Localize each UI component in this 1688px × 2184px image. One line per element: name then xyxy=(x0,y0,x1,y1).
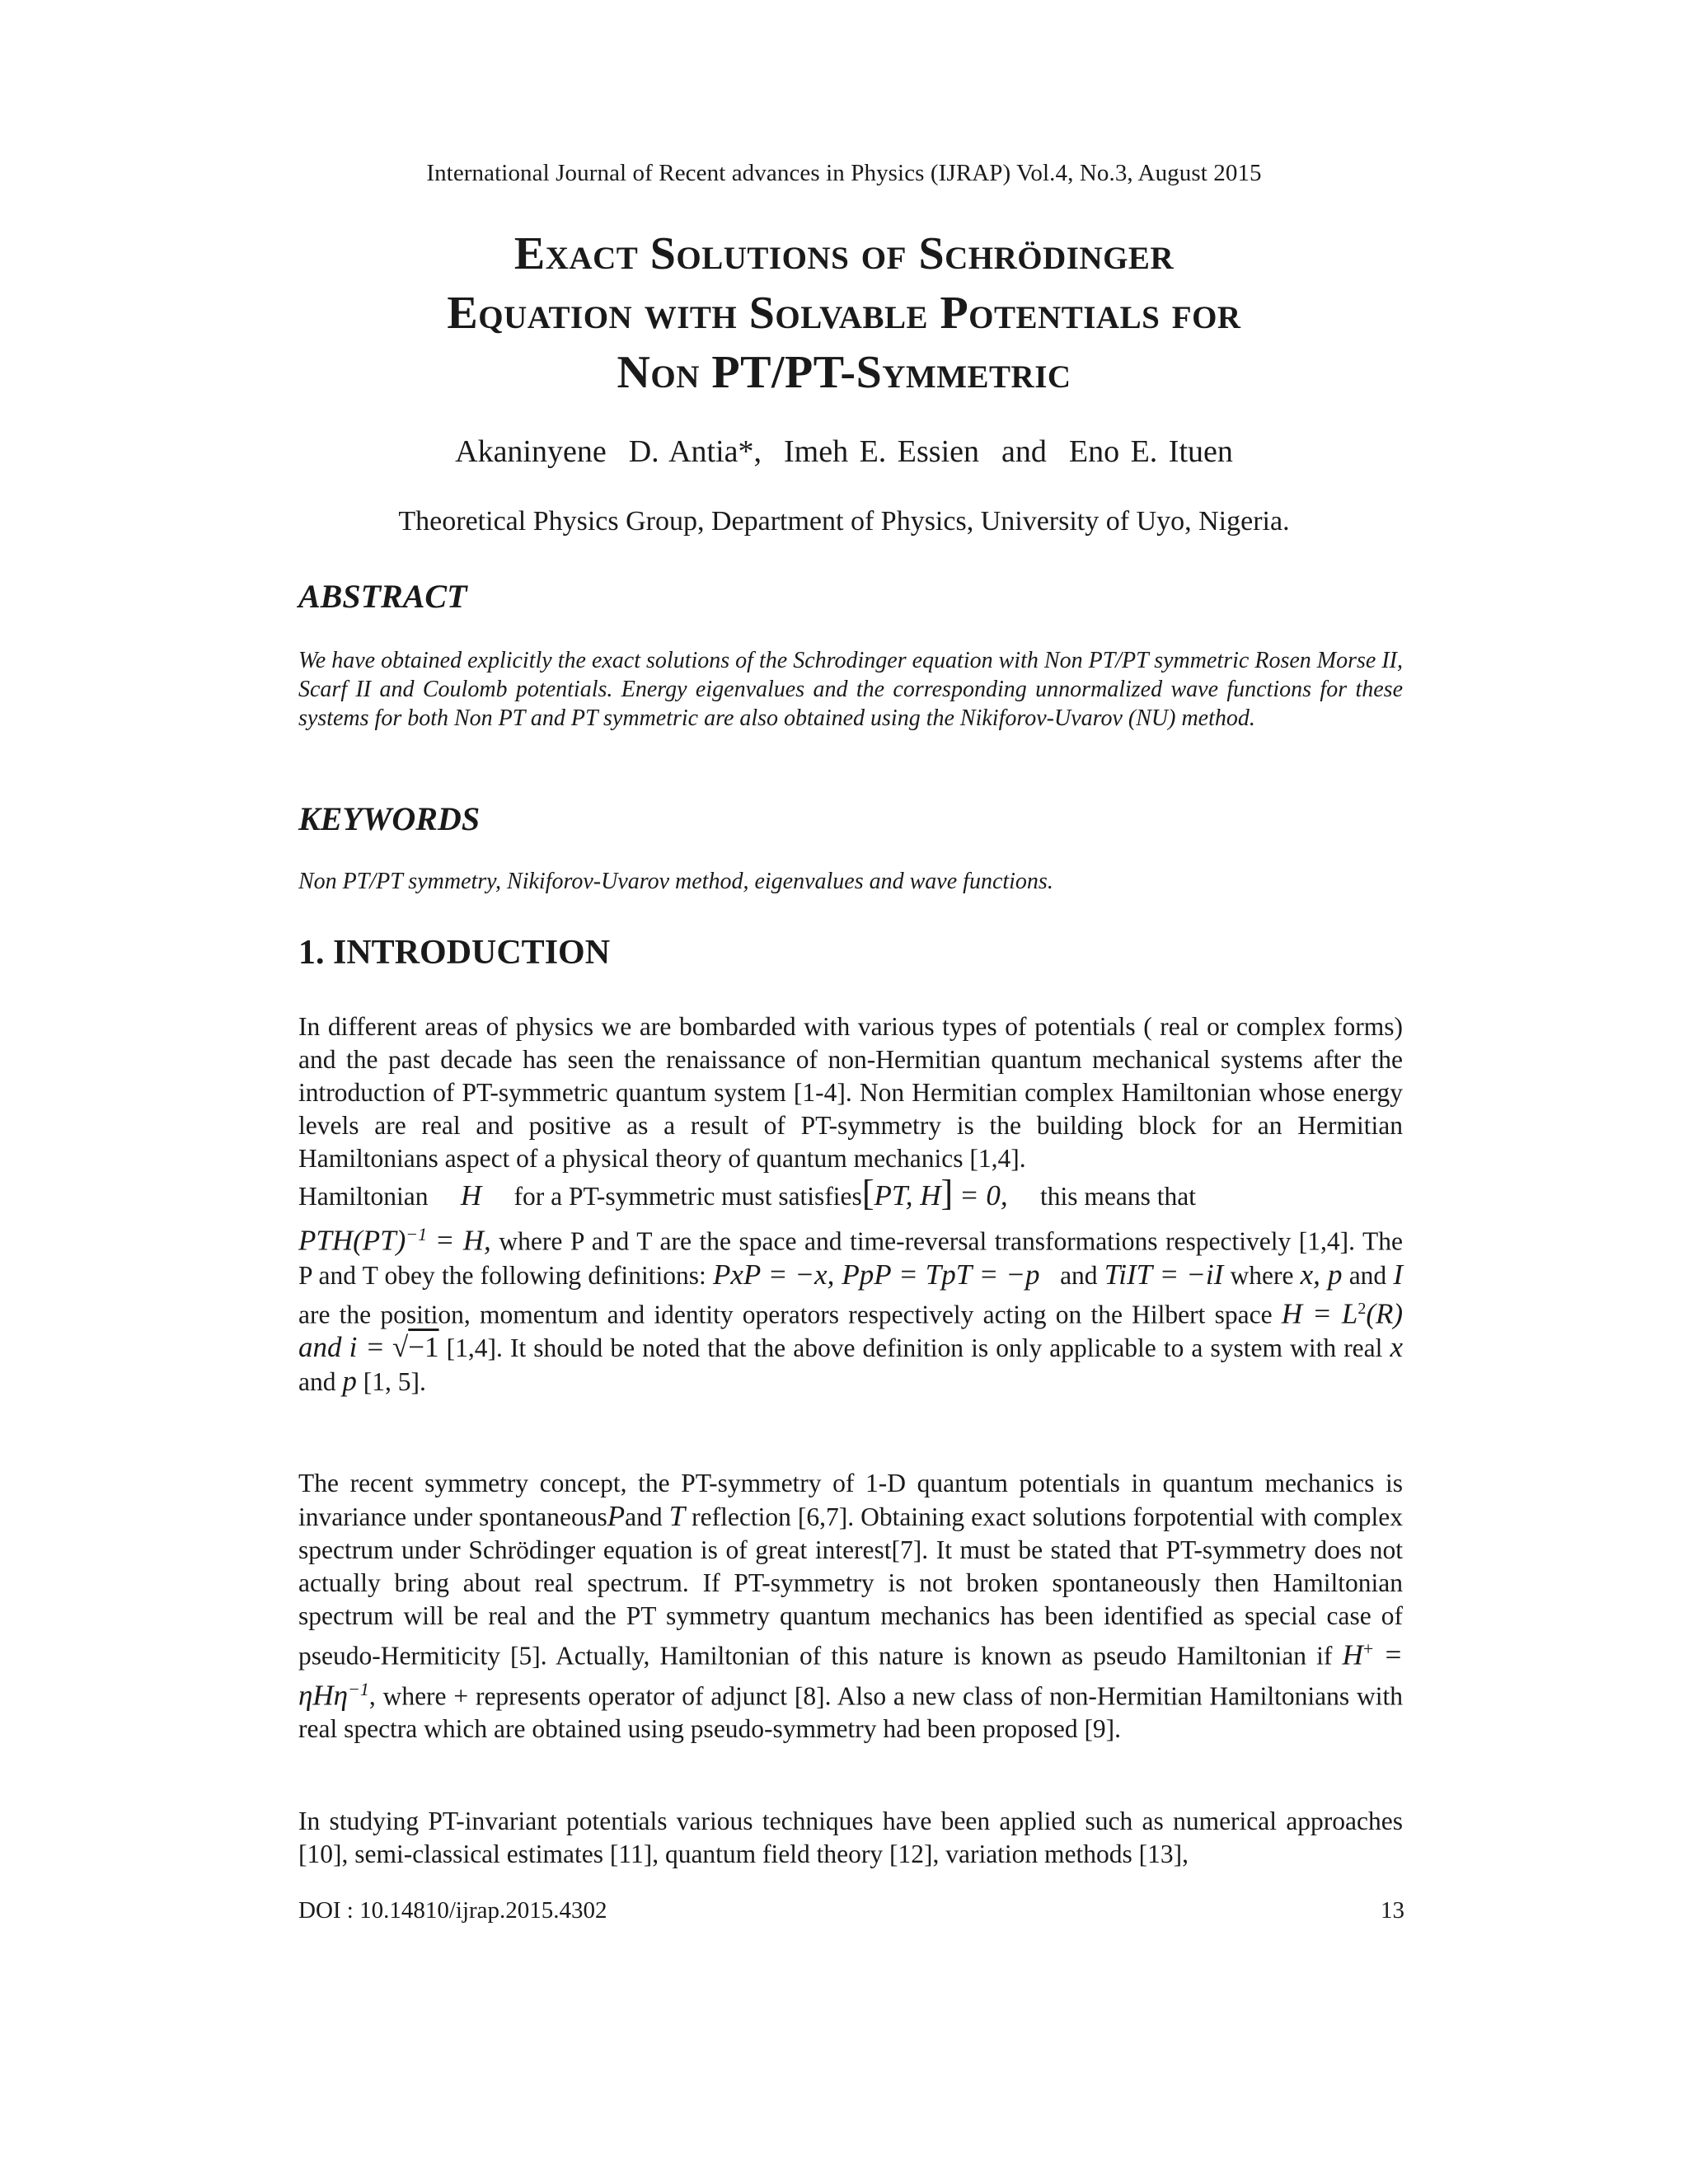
math-definitions: PxP = −x, PpP = TpT = −p xyxy=(713,1258,1040,1291)
paragraph-text: and xyxy=(625,1502,663,1531)
paragraph-text: where xyxy=(1230,1260,1294,1290)
math-H: H xyxy=(460,1179,482,1212)
paragraph-text: Hamiltonian xyxy=(298,1182,429,1211)
bracket-open: [ xyxy=(861,1173,874,1213)
intro-paragraph-1 xyxy=(298,1010,1403,1399)
paragraph-text: and xyxy=(1060,1260,1098,1290)
math-p: p xyxy=(342,1365,357,1397)
paragraph-text: and xyxy=(1348,1260,1387,1290)
page-number: 13 xyxy=(1381,1897,1404,1924)
title-line: Exact Solutions of Schrödinger xyxy=(513,228,1175,279)
title-line: Equation with Solvable Potentials for xyxy=(447,288,1241,339)
math-eta: = ηHη xyxy=(298,1638,1403,1711)
math-x: x xyxy=(1390,1331,1404,1363)
paragraph-text: In studying PT-invariant potentials various techniques have been applied such as numerical approaches [10], semi-classical estimates [11], quantum field theory [12], variation methods [13], xyxy=(298,1807,1403,1868)
math-commutator: PT, H xyxy=(874,1179,941,1212)
equation-line xyxy=(298,1218,1403,1399)
bracket-close: ] xyxy=(940,1173,954,1213)
math-tit: TiIT = −iI xyxy=(1104,1258,1224,1291)
math-I: I xyxy=(1393,1258,1404,1291)
authors: Akaninyene D. Antia*, Imeh E. Essien and Eno E. Ituen xyxy=(455,434,1233,469)
math-square: 2 xyxy=(1357,1299,1367,1318)
paragraph-text: this means that xyxy=(1040,1182,1197,1211)
keywords-text: Non PT/PT symmetry, Nikiforov-Uvarov method, eigenvalues and wave functions. xyxy=(298,869,1053,894)
math-R: (R) xyxy=(1366,1297,1404,1329)
paper-title xyxy=(165,224,1523,402)
math-minus-one: −1 xyxy=(408,1331,439,1363)
introduction-heading: 1. INTRODUCTION xyxy=(298,934,611,972)
abstract-text: We have obtained explicitly the exact solutions of the Schrodinger equation with Non PT/PT symmetric Rosen Morse II, Scarf II and Coulomb potentials. Energy eigenvalues and the corresponding unnormalized wave functions for these systems for both Non PT and PT symmetric are also obtained using the Nikiforov-Uvarov (NU) method. xyxy=(298,648,1403,731)
paragraph-text: [1,4]. It should be noted that the above definition is only applicable to a system with real xyxy=(446,1333,1383,1362)
equation-line xyxy=(298,1173,1403,1213)
math-inverse: −1 xyxy=(348,1678,369,1699)
paragraph-text: The recent symmetry concept, the PT-symmetry of 1-D quantum potentials in quantum mechanics is invariance under spontaneous xyxy=(298,1469,1403,1531)
title-line: Non PT/PT-Symmetric xyxy=(617,347,1071,398)
math-pth: PTH(PT) xyxy=(298,1224,406,1257)
running-head: International Journal of Recent advances in Physics (IJRAP) Vol.4, No.3, August 2015 xyxy=(426,160,1262,186)
intro-paragraph-2 xyxy=(298,1467,1403,1746)
math-inverse: −1 xyxy=(406,1224,428,1244)
math-eq0: = 0, xyxy=(959,1179,1008,1212)
math-Hplus: H xyxy=(1342,1638,1363,1671)
paragraph-text: are the position, momentum and identity operators respectively acting on the Hilbert space xyxy=(298,1300,1273,1329)
math-i: i = xyxy=(349,1331,385,1363)
paragraph-text: In different areas of physics we are bombarded with various types of potentials ( real or complex forms) and the past decade has seen the renaissance of non-Hermitian quantum mechanical systems after the introduction of PT-symmetric quantum system [1-4]. Non Hermitian complex Hamiltonian whose energy levels are real and positive as a result of PT-symmetry is the building block for an Hermitian Hamiltonians aspect of a physical theory of quantum mechanics [1,4]. xyxy=(298,1012,1403,1173)
paragraph-text: reflection [6,7]. Obtaining exact solutions forpotential with complex spectrum under Schrödinger equation is of great interest[7]. It must be stated that PT-symmetry does not actually bring about real spectrum. If PT-symmetry is not broken spontaneously then Hamiltonian spectrum will be real and the PT symmetry quantum mechanics has been identified as special case of pseudo-Hermiticity [5]. Actually, Hamiltonian of this nature is known as pseudo Hamiltonian if xyxy=(298,1502,1404,1671)
math-T: T xyxy=(668,1500,686,1532)
intro-paragraph-3 xyxy=(298,1805,1403,1871)
math-sqrt: √ xyxy=(392,1331,409,1363)
paragraph-text: [1, 5]. xyxy=(363,1367,426,1396)
footer-doi: DOI : 10.14810/ijrap.2015.4302 xyxy=(298,1897,607,1924)
math-P: P xyxy=(607,1500,626,1532)
keywords-heading: KEYWORDS xyxy=(298,800,481,837)
math-hilbert: H = L xyxy=(1281,1297,1358,1329)
math-xp: x, p xyxy=(1300,1258,1343,1291)
paragraph-text: , where + represents operator of adjunct [8]. Also a new class of non-Hermitian Hamiltonians with real spectra which are obtained using pseudo-symmetry had been proposed [9]. xyxy=(298,1681,1403,1743)
abstract-heading: ABSTRACT xyxy=(298,578,467,615)
math-eqH: = H, xyxy=(434,1224,491,1257)
paragraph-text: where P and T are the space and time-reversal transformations respectively [1,4]. The P and T obey the following definitions: xyxy=(298,1226,1404,1290)
math-and: and xyxy=(298,1331,342,1363)
paragraph-text: for a PT-symmetric must satisfies xyxy=(513,1182,862,1211)
math-plus: + xyxy=(1362,1638,1374,1659)
paragraph-text: and xyxy=(298,1367,336,1396)
affiliation: Theoretical Physics Group, Department of Physics, University of Uyo, Nigeria. xyxy=(398,506,1290,537)
